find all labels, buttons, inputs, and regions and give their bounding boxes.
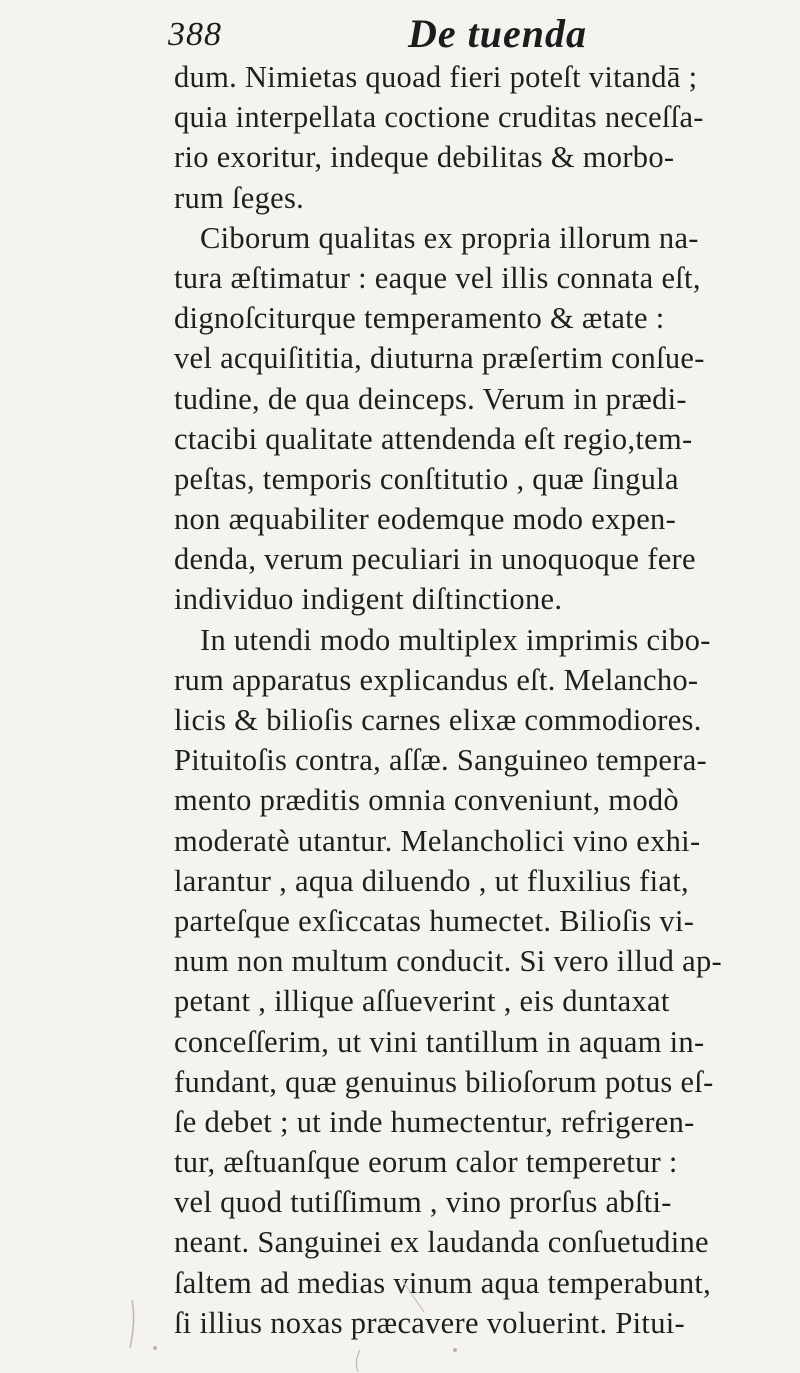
text-line: Ciborum qualitas ex propria illorum na- — [200, 220, 699, 255]
text-line: dignoſciturque temperamento & ætate : — [174, 301, 665, 336]
text-line: rio exoritur, indeque debilitas & morbo- — [174, 140, 675, 175]
text-line: petant , illique aſſueverint , eis duntaxat — [174, 984, 670, 1019]
text-line: conceſſerim, ut vini tantillum in aquam in- — [174, 1024, 705, 1059]
stray-ink-mark — [356, 1350, 360, 1372]
text-line: neant. Sanguinei ex laudanda conſuetudine — [174, 1225, 709, 1260]
text-line: dum. Nimietas quoad fieri poteſt vitandā ; — [174, 60, 698, 94]
text-line: fundant, quæ genuinus bilioſorum potus eſ- — [174, 1064, 714, 1099]
text-line: mento præditis omnia conveniunt, modò — [174, 783, 679, 818]
stray-ink-dot — [153, 1346, 157, 1350]
text-line: individuo indigent diſtinctione. — [174, 582, 563, 617]
text-line: num non multum conducit. Si vero illud ap- — [174, 944, 722, 979]
text-line: vel quod tutiſſimum , vino prorſus abſti- — [174, 1185, 672, 1220]
text-line: non æquabiliter eodemque modo expen- — [174, 502, 677, 537]
text-line: Pituitoſis contra, aſſæ. Sanguineo tempera- — [174, 743, 707, 778]
text-line: tudine, de qua deinceps. Verum in prædi- — [174, 381, 687, 416]
text-line: quia interpellata coctione cruditas neceſſa- — [174, 100, 704, 135]
text-line: tura æſtimatur : eaque vel illis connata eſt, — [174, 260, 701, 295]
page-number: 388 — [168, 16, 222, 53]
text-line: rum ſeges. — [174, 180, 305, 215]
body-text — [174, 57, 794, 1343]
text-line: ſaltem ad medias vinum aqua temperabunt, — [174, 1265, 712, 1300]
text-line: vel acquiſititia, diuturna præſertim conſue- — [174, 341, 705, 376]
stray-ink-dot — [453, 1348, 457, 1352]
text-line: licis & bilioſis carnes elixæ commodiores. — [174, 703, 702, 737]
text-line: rum apparatus explicandus eſt. Melancho- — [174, 662, 699, 697]
text-line: denda, verum peculiari in unoquoque fere — [174, 542, 696, 577]
text-line: parteſque exſiccatas humectet. Bilioſis vi- — [174, 903, 695, 938]
text-line: ſi illius noxas præcavere voluerint. Pitui- — [174, 1305, 685, 1340]
text-line: ctacibi qualitate attendenda eſt regio,tem- — [174, 421, 693, 456]
text-line: peſtas, temporis conſtitutio , quæ ſingula — [174, 461, 679, 496]
text-line: larantur , aqua diluendo , ut fluxilius fiat, — [174, 863, 689, 898]
text-line: ſe debet ; ut inde humectentur, refrigeren- — [174, 1104, 695, 1139]
text-line: tur, æſtuanſque eorum calor temperetur : — [174, 1145, 678, 1180]
text-line: In utendi modo multiplex imprimis cibo- — [200, 622, 711, 657]
text-line: moderatè utantur. Melancholici vino exhi- — [174, 823, 701, 858]
running-head: De tuenda — [408, 11, 587, 56]
stray-ink-mark — [130, 1300, 134, 1348]
